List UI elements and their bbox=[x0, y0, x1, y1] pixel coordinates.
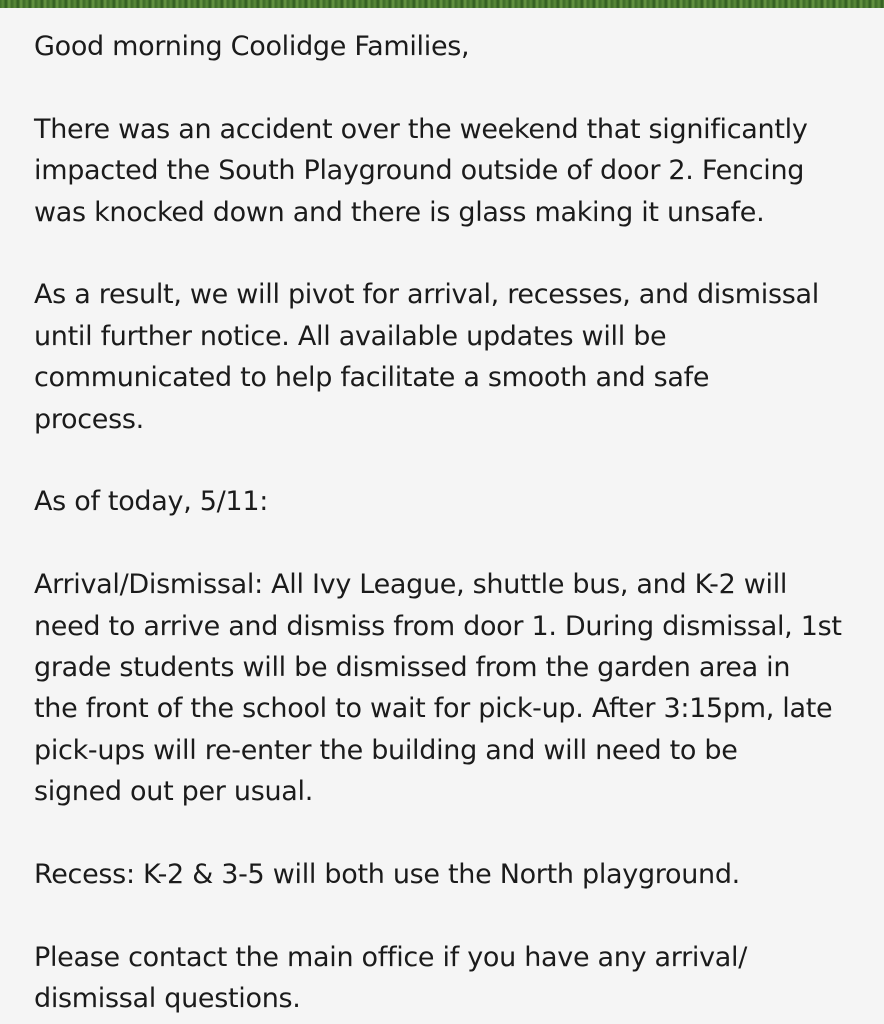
recess-paragraph: Recess: K-2 & 3-5 will both use the North playground. bbox=[34, 859, 740, 891]
arrival-dismissal-paragraph: Arrival/Dismissal: All Ivy League, shuttle bus, and K-2 will need to arrive and dismiss from door 1. During dismissal, 1st grade students will be dismissed from the garden area in the front of the school to wait for pick-up. After 3:15pm, late pick-ups will re-enter the building and will need to be signed out per usual. bbox=[34, 569, 842, 808]
accident-paragraph: There was an accident over the weekend that significantly impacted the South Playground outside of door 2. Fencing was knocked down and there is glass making it unsafe. bbox=[34, 113, 808, 228]
greeting-text: Good morning Coolidge Families, bbox=[34, 31, 470, 62]
header-image-strip bbox=[0, 0, 884, 8]
message-body bbox=[34, 26, 864, 1020]
contact-paragraph: Please contact the main office if you have any arrival/ dismissal questions. bbox=[34, 941, 748, 1015]
pivot-paragraph: As a result, we will pivot for arrival, recesses, and dismissal until further notice. All available updates will be communicated to help facilitate a smooth and safe process. bbox=[34, 279, 819, 435]
date-paragraph: As of today, 5/11: bbox=[34, 486, 268, 518]
